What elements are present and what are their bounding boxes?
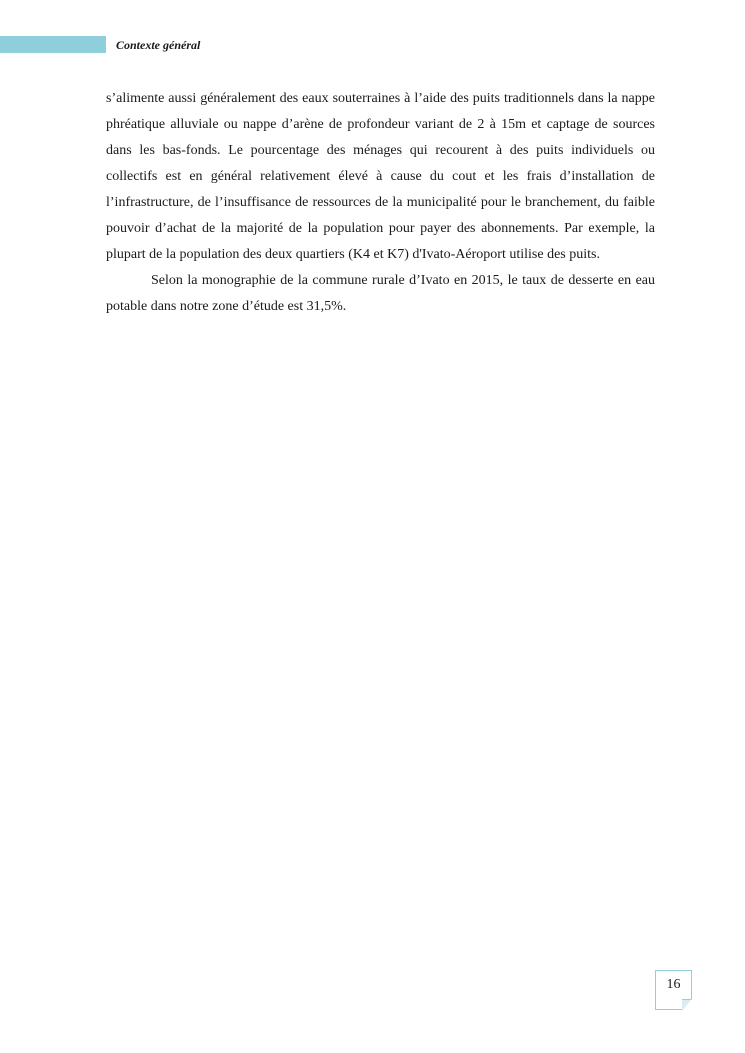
paragraph-2: Selon la monographie de la commune rurale d’Ivato en 2015, le taux de desserte en eau potable dans notre zone d’étude est 31,5%. [106, 273, 655, 314]
paragraph-1: s’alimente aussi généralement des eaux souterraines à l’aide des puits traditionnels dans la nappe phréatique alluviale ou nappe d’arène de profondeur variant de 2 à 15m et captage de sources dans les bas-fonds. Le pourcentage des ménages qui recourent à des puits individuels ou collectifs est en général relativement élevé à cause du cout et les frais d’installation de l’infrastructure, de l’insuffisance de ressources de la municipalité pour le branchement, du faible pouvoir d’achat de la majorité de la population pour payer des abonnements. Par exemple, la plupart de la population des deux quartiers (K4 et K7) d'Ivato-Aéroport utilise des puits. [106, 91, 655, 262]
page-number: 16 [666, 977, 681, 992]
header-accent-bar [0, 36, 106, 53]
running-header-title: Contexte général [116, 38, 201, 52]
page-corner-fold [682, 999, 692, 1011]
body-text [106, 86, 655, 320]
